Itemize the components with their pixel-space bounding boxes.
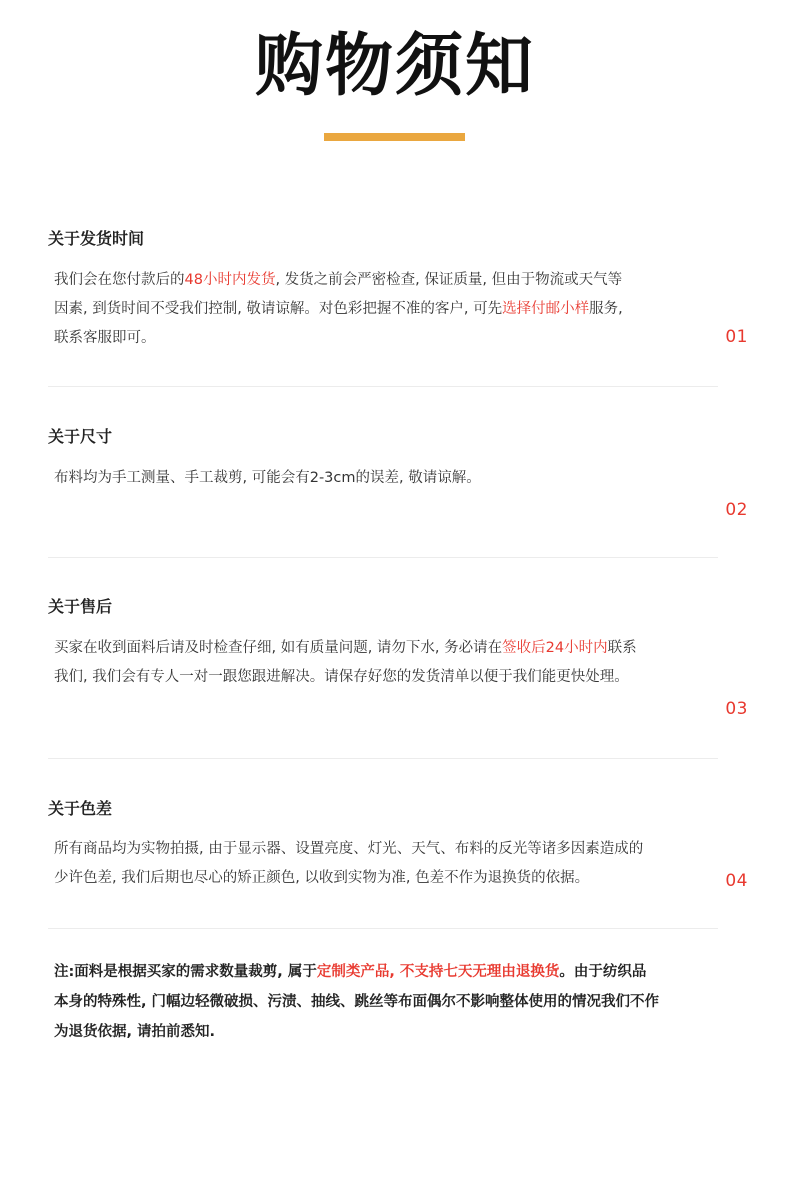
section-heading: 关于尺寸 [48,427,113,446]
section-heading: 关于发货时间 [48,229,145,248]
highlight-text: 签收后24小时内 [502,640,608,656]
section-color-difference [48,798,748,908]
divider [48,758,718,759]
section-body: 买家在收到面料后请及时检查仔细, 如有质量问题, 请勿下水, 务必请在签收后24小时内联系 我们, 我们会有专人一对一跟您跟进解决。请保存好您的发货清单以便于我们能更快处理。 [54,640,637,685]
section-after-sales [48,596,748,726]
highlight-text: 48小时内发货 [184,272,276,288]
highlight-text: 选择付邮小样 [502,301,590,317]
section-shipping-time [48,228,748,368]
divider [48,557,718,558]
section-number: 01 [725,327,748,347]
section-heading: 关于售后 [48,597,113,616]
section-body: 所有商品均为实物拍摄, 由于显示器、设置亮度、灯光、天气、布料的反光等诸多因素造成的 少许色差, 我们后期也尽心的矫正颜色, 以收到实物为准, 色差不作为退换货的依据。 [54,841,644,886]
purchase-note: 注:面料是根据买家的需求数量裁剪, 属于定制类产品, 不支持七天无理由退换货。由于纺织品 本身的特殊性, 门幅边轻微破损、污渍、抽线、跳丝等布面偶尔不影响整体使用的情况我们不作 为退货依据, 请拍前悉知. [54,964,660,1040]
divider [48,386,718,387]
section-number: 03 [725,699,748,719]
section-number: 02 [725,500,748,520]
section-body: 布料均为手工测量、手工裁剪, 可能会有2-3cm的误差, 敬请谅解。 [54,470,481,486]
highlight-text: 定制类产品, 不支持七天无理由退换货 [316,964,560,980]
section-number: 04 [725,871,748,891]
page-title: 购物须知 [254,27,535,106]
title-underline [324,133,465,141]
section-size [48,426,748,536]
divider [48,928,718,929]
section-body: 我们会在您付款后的48小时内发货, 发货之前会严密检查, 保证质量, 但由于物流或天气等 因素, 到货时间不受我们控制, 敬请谅解。对色彩把握不准的客户, 可先选择付邮小样服务, 联系客服即可。 [54,272,623,346]
section-heading: 关于色差 [48,799,113,818]
